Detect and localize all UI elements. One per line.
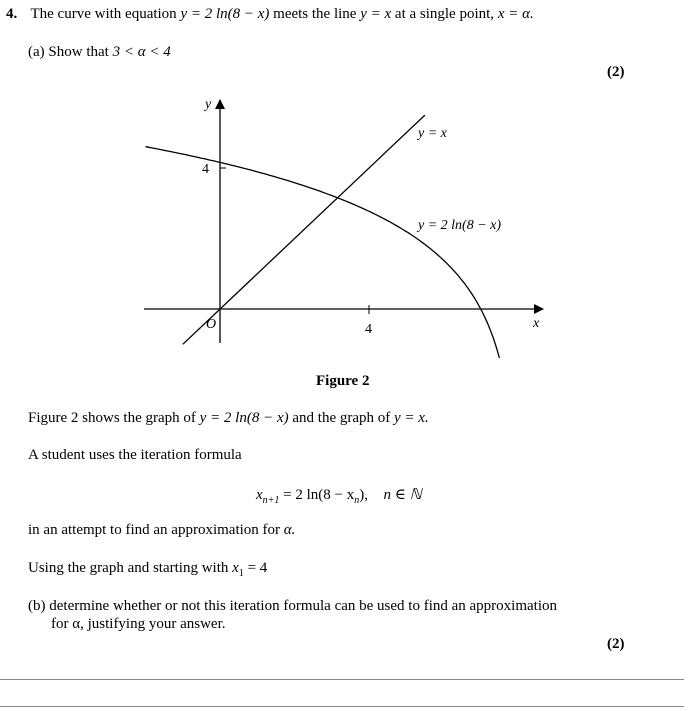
question-number: 4.	[6, 6, 18, 22]
formula-x: x	[256, 487, 263, 503]
iteration-formula	[256, 485, 422, 506]
starting-subscript: 1	[238, 568, 244, 579]
stem-text-b: meets the line	[273, 6, 357, 22]
curve-2ln-8-minus-x	[146, 147, 500, 358]
line-y-equals-x	[183, 115, 425, 344]
formula-domain: n ∈ ℕ	[383, 487, 422, 503]
intersection-point: x = α.	[497, 6, 534, 22]
stem-text-a: The curve with equation	[30, 6, 177, 22]
curve-label: y = 2 ln(8 − x)	[418, 218, 502, 233]
curve-equation: y = 2 ln(8 − x)	[180, 6, 270, 22]
starting-value-sentence	[28, 560, 267, 579]
starting-x: x	[232, 560, 239, 576]
y-axis-label: y	[205, 97, 212, 112]
part-a-label: (a) Show that	[28, 44, 109, 60]
x-axis-label: x	[533, 316, 540, 331]
description-text-a: Figure 2 shows the graph of	[28, 410, 196, 426]
starting-value: = 4	[243, 560, 268, 576]
stem-text-c: at a single point,	[394, 6, 495, 22]
part-b-marks: (2)	[607, 636, 625, 652]
part-a-inequality: 3 < α < 4	[112, 44, 171, 60]
formula-rhs: = 2 ln(8 − x	[279, 487, 355, 503]
question-stem	[6, 6, 534, 23]
description-curve: y = 2 ln(8 − x)	[199, 410, 289, 426]
approximation-text: in an attempt to find an approximation for	[28, 522, 281, 538]
figure-2-graph	[0, 90, 688, 360]
starting-text: Using the graph and starting with	[28, 560, 229, 576]
line-label: y = x	[418, 126, 447, 141]
description-line: y = x.	[394, 410, 429, 426]
approximation-sentence	[28, 522, 295, 539]
y-tick-label: 4	[202, 162, 209, 177]
part-a-prompt	[28, 44, 171, 61]
description-text-b: and the graph of	[292, 410, 391, 426]
figure-description	[28, 410, 429, 427]
part-a-marks: (2)	[607, 64, 625, 80]
approximation-alpha: α.	[283, 522, 296, 538]
formula-close: ),	[359, 487, 369, 503]
origin-label: O	[206, 317, 217, 332]
answer-line-1[interactable]	[0, 679, 684, 680]
formula-subscript-n-plus-1: n+1	[262, 495, 280, 506]
iteration-intro: A student uses the iteration formula	[28, 447, 242, 463]
part-b-line-1: (b) determine whether or not this iteration formula can be used to find an approximation	[28, 598, 558, 614]
part-b-line-2: for α, justifying your answer.	[51, 616, 226, 632]
line-equation: y = x	[360, 6, 392, 22]
answer-line-2[interactable]	[0, 706, 684, 707]
x-tick-label: 4	[365, 322, 372, 337]
formula-subscript-n: n	[354, 495, 360, 506]
figure-caption: Figure 2	[316, 373, 370, 389]
